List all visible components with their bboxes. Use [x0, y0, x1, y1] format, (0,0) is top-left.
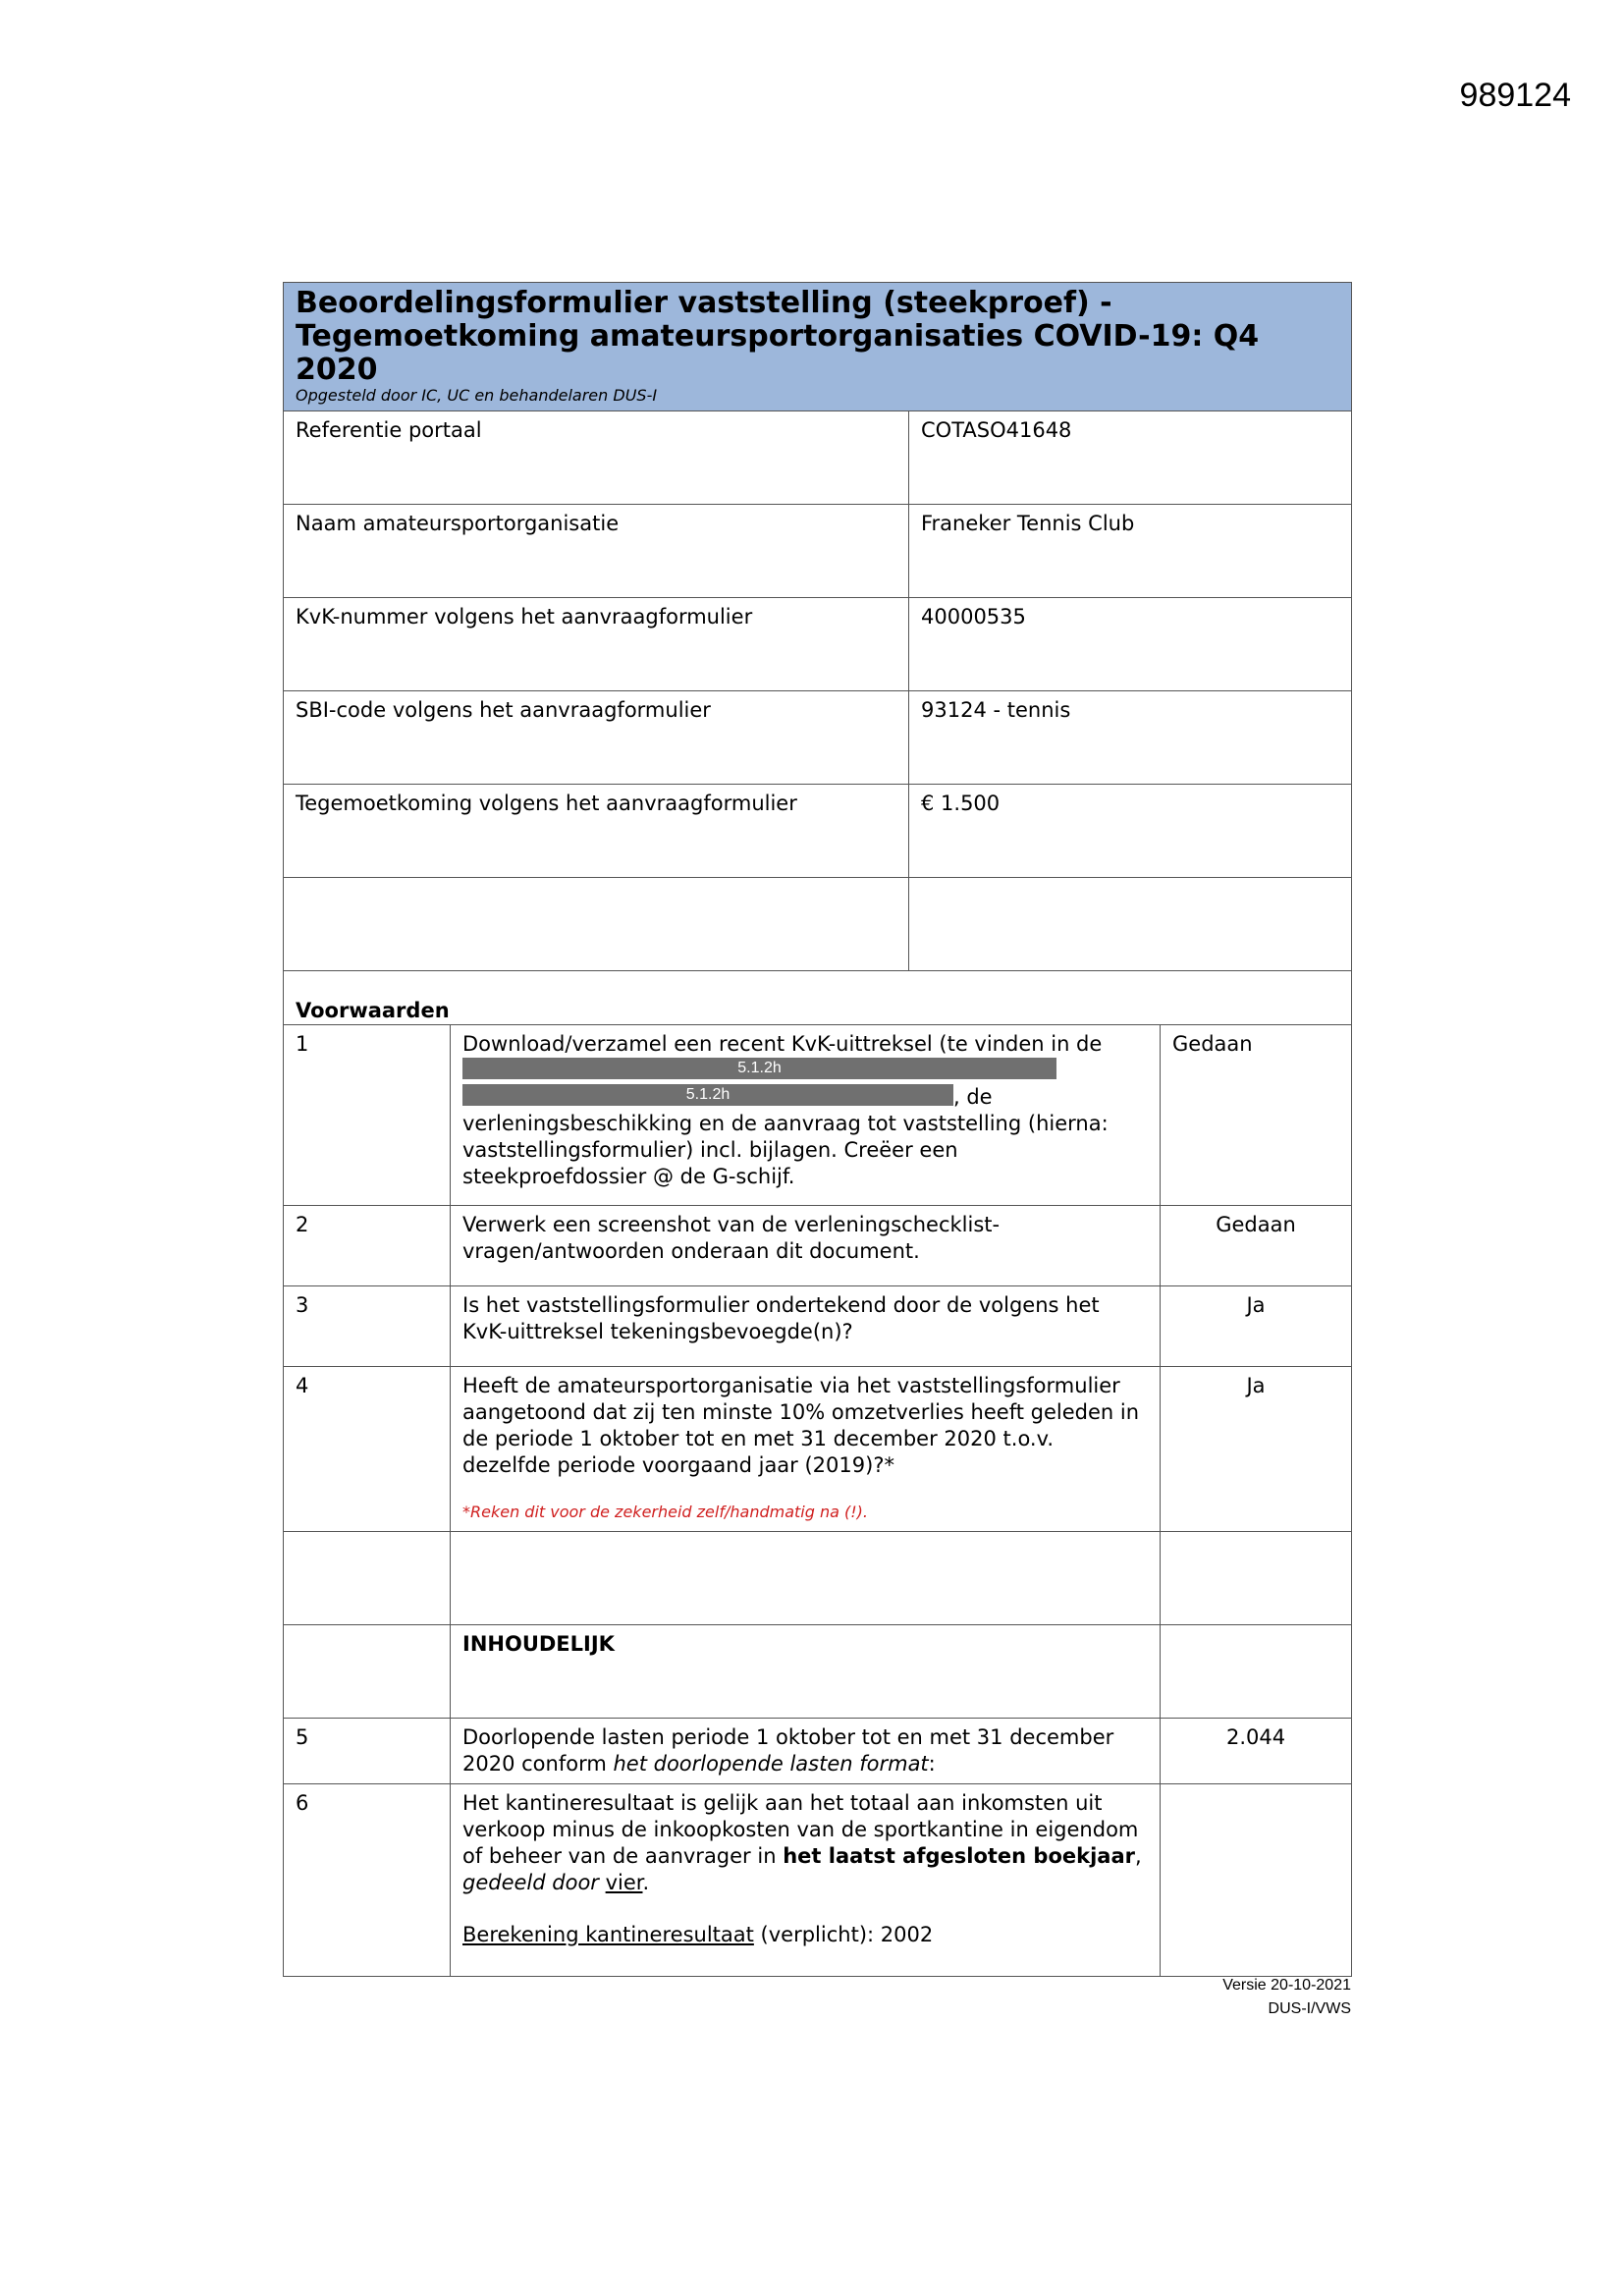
info-row-empty — [284, 878, 1352, 971]
section-inhoudelijk — [284, 1625, 1352, 1719]
condition-result: Gedaan — [1161, 1025, 1352, 1206]
condition-text: Verwerk een screenshot van de verleningschecklist-vragen/antwoorden onderaan dit document. — [451, 1206, 1161, 1286]
form-subtitle: Opgesteld door IC, UC en behandelaren DUS-I — [296, 386, 658, 405]
info-label: KvK-nummer volgens het aanvraagformulier — [284, 598, 909, 691]
condition-row-6 — [284, 1784, 1352, 1977]
condition-text: Heeft de amateursportorganisatie via het vaststellingsformulier aangetoond dat zij ten minste 10% omzetverlies heeft geleden in de periode 1 oktober tot en met 31 december 2020 t.o.v. dezelfde periode voorgaand jaar (2019)?* *Reken dit voor de zekerheid zelf/handmatig na (!). — [451, 1367, 1161, 1532]
redaction-block: 5.1.2h — [462, 1058, 1056, 1079]
info-label: SBI-code volgens het aanvraagformulier — [284, 691, 909, 785]
calculation-value: (verplicht): 2002 — [753, 1923, 934, 1946]
footer-version: Versie 20-10-2021 — [1222, 1977, 1351, 1994]
condition-text: Is het vaststellingsformulier ondertekend door de volgens het KvK-uittreksel tekeningsbevoegde(n)? — [451, 1286, 1161, 1367]
info-value: € 1.500 — [909, 785, 1352, 878]
condition-number: 6 — [284, 1784, 451, 1977]
form-header — [284, 283, 1352, 411]
condition-result: Ja — [1161, 1367, 1352, 1532]
calculation-note: *Reken dit voor de zekerheid zelf/handmatig na (!). — [462, 1503, 868, 1521]
condition-result: Gedaan — [1161, 1206, 1352, 1286]
assessment-form — [283, 282, 1352, 1977]
form-title-line1: Beoordelingsformulier vaststelling (steekproef) - — [296, 286, 1112, 320]
condition-number: 2 — [284, 1206, 451, 1286]
info-row-sbi — [284, 691, 1352, 785]
condition-result — [1161, 1784, 1352, 1977]
condition-number: 5 — [284, 1719, 451, 1784]
info-row-name — [284, 505, 1352, 598]
condition-row-3 — [284, 1286, 1352, 1367]
condition-row-2 — [284, 1206, 1352, 1286]
document-footer — [1159, 1974, 1351, 2021]
condition-row-4 — [284, 1367, 1352, 1532]
condition-text: Download/verzamel een recent KvK-uittreksel (te vinden in de 5.1.2h 5.1.2h , de verleningsbeschikking en de aanvraag tot vaststelling (hierna: vaststellingsformulier) incl. bijlagen. Creëer een steekproefdossier @ de G-schijf. — [451, 1025, 1161, 1206]
condition-result: 2.044 — [1161, 1719, 1352, 1784]
info-value: 40000535 — [909, 598, 1352, 691]
empty-row — [284, 1532, 1352, 1625]
condition-row-5 — [284, 1719, 1352, 1784]
info-label: Tegemoetkoming volgens het aanvraagformulier — [284, 785, 909, 878]
info-value: 93124 - tennis — [909, 691, 1352, 785]
condition-number: 3 — [284, 1286, 451, 1367]
info-row-amount — [284, 785, 1352, 878]
section-title: Voorwaarden — [296, 999, 450, 1022]
info-value: COTASO41648 — [909, 411, 1352, 505]
section-voorwaarden — [284, 971, 1352, 1025]
document-number: 989124 — [1459, 77, 1571, 114]
info-row-kvk — [284, 598, 1352, 691]
info-value: Franeker Tennis Club — [909, 505, 1352, 598]
info-label: Naam amateursportorganisatie — [284, 505, 909, 598]
condition-number: 1 — [284, 1025, 451, 1206]
section-title: INHOUDELIJK — [462, 1632, 615, 1656]
condition-text: Doorlopende lasten periode 1 oktober tot en met 31 december 2020 conform het doorlopende lasten format: — [451, 1719, 1161, 1784]
condition-number: 4 — [284, 1367, 451, 1532]
redaction-block: 5.1.2h — [462, 1084, 953, 1106]
info-row-reference — [284, 411, 1352, 505]
calculation-label: Berekening kantineresultaat — [462, 1923, 754, 1946]
condition-result: Ja — [1161, 1286, 1352, 1367]
footer-org: DUS-I/VWS — [1268, 2000, 1351, 2017]
info-label: Referentie portaal — [284, 411, 909, 505]
condition-text: Het kantineresultaat is gelijk aan het totaal aan inkomsten uit verkoop minus de inkoopkosten van de sportkantine in eigendom of beheer van de aanvrager in het laatst afgesloten boekjaar, gedeeld door vier. Berekening kantineresultaat (verplicht): 2002 — [451, 1784, 1161, 1977]
condition-row-1 — [284, 1025, 1352, 1206]
form-title-line2: Tegemoetkoming amateursportorganisaties COVID-19: Q4 2020 — [296, 319, 1260, 387]
